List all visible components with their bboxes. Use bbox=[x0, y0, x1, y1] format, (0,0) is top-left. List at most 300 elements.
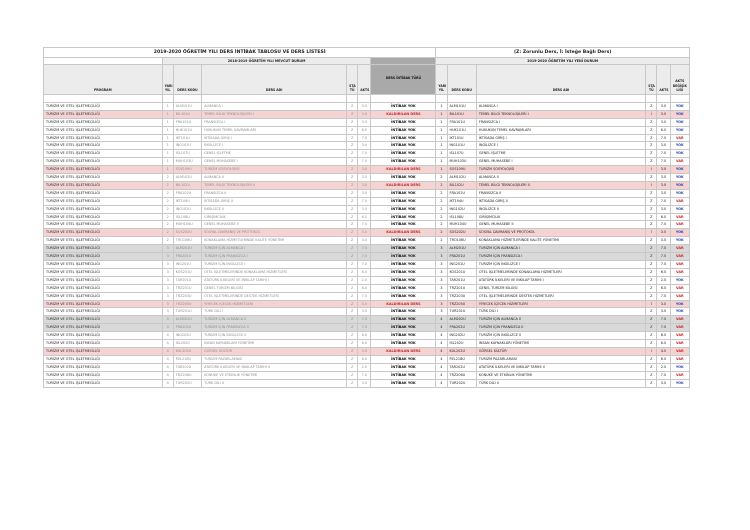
cell-akts: 2.0 bbox=[358, 276, 371, 284]
table-row bbox=[44, 347, 690, 355]
cell-new-ders-kodu: MUH103U bbox=[447, 158, 476, 166]
cell-new-akts: 3.0 bbox=[657, 110, 670, 118]
cell-new-ders-kodu: TRZ201U bbox=[447, 284, 476, 292]
cell-new-ders-adi: İNSAN KAYNAKLARI YÖNETİMİ bbox=[476, 340, 645, 348]
cell-program: TURİZM VE OTEL İŞLETMECİLİĞİ bbox=[44, 300, 163, 308]
header-statu: STA TÜ bbox=[347, 65, 358, 95]
cell-new-ders-adi: TEMEL BİLGİ TEKNOLOJİLERİ II bbox=[476, 181, 645, 189]
table-row bbox=[44, 324, 690, 332]
cell-new-yari-yil: 3 bbox=[436, 292, 447, 300]
cell-ders-kodu: FRA102U bbox=[173, 189, 201, 197]
cell-program: TURİZM VE OTEL İŞLETMECİLİĞİ bbox=[44, 150, 163, 158]
cell-akts: 3.0 bbox=[358, 379, 371, 387]
cell-intibak-turu: İNTİBAK YOK bbox=[371, 221, 436, 229]
table-row bbox=[44, 292, 690, 300]
cell-yari-yil: 2 bbox=[162, 229, 173, 237]
cell-statu: Z bbox=[347, 197, 358, 205]
cell-ders-kodu: IKT104U bbox=[173, 197, 201, 205]
cell-new-yari-yil: 1 bbox=[436, 150, 447, 158]
cell-ders-adi: TURİZM İÇİN FRANSIZCA II bbox=[202, 324, 347, 332]
table-row bbox=[44, 126, 690, 134]
cell-akts: 3.0 bbox=[358, 205, 371, 213]
cell-program: TURİZM VE OTEL İŞLETMECİLİĞİ bbox=[44, 221, 163, 229]
cell-akts: 6.0 bbox=[358, 126, 371, 134]
cell-akts: 7.0 bbox=[358, 371, 371, 379]
cell-statu: Z bbox=[347, 292, 358, 300]
cell-statu: Z bbox=[347, 308, 358, 316]
cell-ders-kodu: MUH103U bbox=[173, 158, 201, 166]
cell-new-yari-yil: 3 bbox=[436, 276, 447, 284]
cell-akts-degisikligi: YOK bbox=[670, 276, 689, 284]
cell-new-akts: 7.0 bbox=[657, 292, 670, 300]
cell-ders-kodu: TAR202U bbox=[173, 363, 201, 371]
table-row bbox=[44, 371, 690, 379]
cell-ders-kodu: ING201U bbox=[173, 261, 201, 269]
cell-statu: Z bbox=[347, 371, 358, 379]
cell-new-ders-kodu: ING201U bbox=[447, 261, 476, 269]
cell-new-ders-adi: GİRİŞİMCİLİK bbox=[476, 213, 645, 221]
cell-new-ders-adi: YİYECEK İÇECEK HİZMETLERİ bbox=[476, 300, 645, 308]
cell-intibak-turu: KALDIRILAN DERS bbox=[371, 110, 436, 118]
cell-new-akts: 6.0 bbox=[657, 213, 670, 221]
cell-akts-degisikligi: VAR bbox=[670, 284, 689, 292]
cell-statu: Z bbox=[347, 166, 358, 174]
cell-akts: 3.0 bbox=[358, 118, 371, 126]
cell-new-ders-adi: OTEL İŞLETMELERİNDE DESTEK HİZMETLERİ bbox=[476, 292, 645, 300]
cell-akts: 3.0 bbox=[358, 181, 371, 189]
cell-yari-yil: 3 bbox=[162, 276, 173, 284]
cell-akts-degisikligi: YOK bbox=[670, 237, 689, 245]
cell-new-ders-kodu: FRA101U bbox=[447, 118, 476, 126]
cell-yari-yil: 4 bbox=[162, 379, 173, 387]
header-row bbox=[44, 65, 690, 95]
cell-new-ders-adi: İKTİSADA GİRİŞ I bbox=[476, 134, 645, 142]
cell-akts: 2.0 bbox=[358, 363, 371, 371]
header-ders-adi: DERS ADI bbox=[202, 65, 347, 95]
table-row bbox=[44, 340, 690, 348]
cell-new-akts: 7.0 bbox=[657, 221, 670, 229]
cell-new-statu: Z bbox=[646, 174, 657, 182]
cell-program: TURİZM VE OTEL İŞLETMECİLİĞİ bbox=[44, 158, 163, 166]
cell-akts-degisikligi: VAR bbox=[670, 213, 689, 221]
cell-new-yari-yil: 3 bbox=[436, 300, 447, 308]
cell-new-yari-yil: 3 bbox=[436, 308, 447, 316]
cell-new-statu: Z bbox=[646, 102, 657, 110]
cell-ders-kodu: HUK101U bbox=[173, 126, 201, 134]
cell-new-ders-kodu: TAR201U bbox=[447, 276, 476, 284]
spacer-cell bbox=[358, 95, 371, 103]
cell-ders-adi: GENEL TURİZM BİLGİSİ bbox=[202, 284, 347, 292]
header-new-statu: STA TÜ bbox=[646, 65, 657, 95]
table-row bbox=[44, 158, 690, 166]
cell-yari-yil: 2 bbox=[162, 221, 173, 229]
cell-ders-adi: TÜRK DİLİ I bbox=[202, 308, 347, 316]
cell-statu: Z bbox=[347, 237, 358, 245]
cell-yari-yil: 4 bbox=[162, 316, 173, 324]
old-section-title: 2018-2019 ÖĞRETİM YILI MEVCUT DURUM bbox=[162, 58, 371, 65]
cell-new-yari-yil: 4 bbox=[436, 316, 447, 324]
cell-ders-kodu: TRO106U bbox=[173, 237, 201, 245]
cell-statu: Z bbox=[347, 174, 358, 182]
cell-akts: 6.0 bbox=[358, 268, 371, 276]
new-section-title: 2019-2020 ÖĞRETİM YILI YENİ DURUM bbox=[436, 58, 690, 65]
cell-ders-kodu: TRZ205U bbox=[173, 300, 201, 308]
cell-new-akts: 7.0 bbox=[657, 253, 670, 261]
cell-yari-yil: 4 bbox=[162, 340, 173, 348]
cell-new-akts: 3.0 bbox=[657, 174, 670, 182]
cell-akts: 7.0 bbox=[358, 150, 371, 158]
cell-ders-adi: TÜRK DİLİ II bbox=[202, 379, 347, 387]
cell-ders-adi: TEMEL BİLGİ TEKNOLOJİLERİ I bbox=[202, 110, 347, 118]
cell-ders-kodu: TRZ201U bbox=[173, 284, 201, 292]
cell-akts: 3.0 bbox=[358, 110, 371, 118]
cell-akts-degisikligi: VAR bbox=[670, 253, 689, 261]
cell-akts: 3.0 bbox=[358, 300, 371, 308]
cell-ders-kodu: IKT101U bbox=[173, 134, 201, 142]
cell-new-ders-kodu: ALM201U bbox=[447, 245, 476, 253]
header-new-akts: AKTS bbox=[657, 65, 670, 95]
cell-akts: 7.0 bbox=[358, 197, 371, 205]
cell-new-akts: 3.0 bbox=[657, 189, 670, 197]
cell-ders-adi: GENEL MUHASEBE I bbox=[202, 158, 347, 166]
cell-akts-degisikligi: YOK bbox=[670, 308, 689, 316]
cell-ders-adi: KONUKE VE ETKİNLİK YÖNETİMİ bbox=[202, 371, 347, 379]
table-row bbox=[44, 181, 690, 189]
table-row bbox=[44, 276, 690, 284]
cell-akts-degisikligi: VAR bbox=[670, 347, 689, 355]
cell-new-ders-adi: GÖRSEL KÜLTÜR bbox=[476, 347, 645, 355]
cell-new-yari-yil: 2 bbox=[436, 221, 447, 229]
cell-ders-adi: ALMANCA I bbox=[202, 102, 347, 110]
cell-new-ders-kodu: IKT101U bbox=[447, 134, 476, 142]
cell-yari-yil: 3 bbox=[162, 308, 173, 316]
cell-ders-adi: ALMANCA II bbox=[202, 174, 347, 182]
cell-new-akts: 7.0 bbox=[657, 324, 670, 332]
cell-akts-degisikligi: VAR bbox=[670, 371, 689, 379]
cell-new-statu: Z bbox=[646, 134, 657, 142]
cell-new-yari-yil: 3 bbox=[436, 284, 447, 292]
header-akts-degisikligi: AKTS DEĞİŞİK LİĞİ bbox=[670, 65, 689, 95]
cell-new-ders-adi: İKTİSADA GİRİŞ II bbox=[476, 197, 645, 205]
cell-intibak-turu: İNTİBAK YOK bbox=[371, 205, 436, 213]
cell-ders-kodu: BIL102U bbox=[173, 181, 201, 189]
table-row bbox=[44, 253, 690, 261]
cell-yari-yil: 4 bbox=[162, 371, 173, 379]
cell-intibak-turu: İNTİBAK YOK bbox=[371, 197, 436, 205]
cell-program: TURİZM VE OTEL İŞLETMECİLİĞİ bbox=[44, 245, 163, 253]
cell-akts: 6.0 bbox=[358, 355, 371, 363]
cell-yari-yil: 1 bbox=[162, 118, 173, 126]
cell-ders-adi: OTEL İŞLETMELERİNDE KONAKLAMA HİZMETLERİ bbox=[202, 268, 347, 276]
cell-program: TURİZM VE OTEL İŞLETMECİLİĞİ bbox=[44, 134, 163, 142]
cell-yari-yil: 4 bbox=[162, 347, 173, 355]
cell-statu: Z bbox=[347, 316, 358, 324]
cell-ders-kodu: PZL218U bbox=[173, 355, 201, 363]
cell-program: TURİZM VE OTEL İŞLETMECİLİĞİ bbox=[44, 355, 163, 363]
cell-intibak-turu: İNTİBAK YOK bbox=[371, 150, 436, 158]
cell-akts-degisikligi: VAR bbox=[670, 134, 689, 142]
cell-yari-yil: 3 bbox=[162, 284, 173, 292]
cell-new-yari-yil: 1 bbox=[436, 134, 447, 142]
cell-akts-degisikligi: VAR bbox=[670, 292, 689, 300]
cell-program: TURİZM VE OTEL İŞLETMECİLİĞİ bbox=[44, 166, 163, 174]
cell-ders-kodu: ALM101U bbox=[173, 102, 201, 110]
cell-new-statu: İ bbox=[646, 110, 657, 118]
cell-new-akts: 7.0 bbox=[657, 158, 670, 166]
cell-new-statu: Z bbox=[646, 276, 657, 284]
header-program: PROGRAM bbox=[44, 65, 163, 95]
cell-new-yari-yil: 2 bbox=[436, 181, 447, 189]
cell-new-akts: 3.0 bbox=[657, 102, 670, 110]
cell-program: TURİZM VE OTEL İŞLETMECİLİĞİ bbox=[44, 197, 163, 205]
header-new-yari-yil: YARI YIL bbox=[436, 65, 447, 95]
cell-program: TURİZM VE OTEL İŞLETMECİLİĞİ bbox=[44, 102, 163, 110]
cell-akts: 7.0 bbox=[358, 253, 371, 261]
cell-ders-kodu: FRA201U bbox=[173, 253, 201, 261]
cell-new-ders-adi: KONUKE VE ETKİNLİK YÖNETİMİ bbox=[476, 371, 645, 379]
cell-ders-adi: İKTİSADA GİRİŞ I bbox=[202, 134, 347, 142]
title-row bbox=[44, 48, 690, 58]
cell-new-statu: Z bbox=[646, 142, 657, 150]
cell-new-statu: Z bbox=[646, 268, 657, 276]
spacer-cell bbox=[202, 95, 347, 103]
cell-statu: Z bbox=[347, 150, 358, 158]
cell-new-statu: İ bbox=[646, 300, 657, 308]
cell-new-statu: İ bbox=[646, 181, 657, 189]
cell-new-statu: Z bbox=[646, 332, 657, 340]
cell-yari-yil: 3 bbox=[162, 268, 173, 276]
cell-new-ders-adi: ALMANCA II bbox=[476, 174, 645, 182]
cell-program: TURİZM VE OTEL İŞLETMECİLİĞİ bbox=[44, 268, 163, 276]
cell-akts: 3.0 bbox=[358, 142, 371, 150]
cell-new-yari-yil: 1 bbox=[436, 110, 447, 118]
cell-ders-kodu: TAR201U bbox=[173, 276, 201, 284]
cell-akts-degisikligi: VAR bbox=[670, 340, 689, 348]
cell-akts: 7.0 bbox=[358, 221, 371, 229]
table-row bbox=[44, 284, 690, 292]
table-row bbox=[44, 197, 690, 205]
cell-ders-kodu: TUR201U bbox=[173, 308, 201, 316]
cell-akts: 3.0 bbox=[358, 237, 371, 245]
cell-program: TURİZM VE OTEL İŞLETMECİLİĞİ bbox=[44, 261, 163, 269]
cell-statu: Z bbox=[347, 213, 358, 221]
cell-statu: Z bbox=[347, 340, 358, 348]
cell-new-akts: 3.0 bbox=[657, 142, 670, 150]
cell-akts: 6.0 bbox=[358, 340, 371, 348]
cell-ders-adi: TURİZM SOSYOLOJİSİ bbox=[202, 166, 347, 174]
cell-new-akts: 3.0 bbox=[657, 118, 670, 126]
cell-akts: 3.0 bbox=[358, 102, 371, 110]
cell-ders-adi: FRANSIZCA II bbox=[202, 189, 347, 197]
cell-program: TURİZM VE OTEL İŞLETMECİLİĞİ bbox=[44, 181, 163, 189]
cell-ders-adi: GÖRSEL KÜLTÜR bbox=[202, 347, 347, 355]
cell-ders-kodu: FRA202U bbox=[173, 324, 201, 332]
cell-statu: Z bbox=[347, 284, 358, 292]
table-row bbox=[44, 189, 690, 197]
cell-new-statu: Z bbox=[646, 197, 657, 205]
cell-new-ders-adi: GENEL İŞLETME bbox=[476, 150, 645, 158]
cell-new-ders-adi: FRANSIZCA I bbox=[476, 118, 645, 126]
cell-new-akts: 7.0 bbox=[657, 371, 670, 379]
cell-new-akts: 7.0 bbox=[657, 261, 670, 269]
cell-new-yari-yil: 2 bbox=[436, 189, 447, 197]
cell-new-akts: 2.0 bbox=[657, 363, 670, 371]
cell-new-ders-kodu: TUR201U bbox=[447, 308, 476, 316]
cell-yari-yil: 3 bbox=[162, 292, 173, 300]
cell-ders-adi: TURİZM İÇİN FRANSIZCA I bbox=[202, 253, 347, 261]
cell-program: TURİZM VE OTEL İŞLETMECİLİĞİ bbox=[44, 316, 163, 324]
cell-intibak-turu: İNTİBAK YOK bbox=[371, 316, 436, 324]
cell-new-statu: Z bbox=[646, 324, 657, 332]
cell-program: TURİZM VE OTEL İŞLETMECİLİĞİ bbox=[44, 110, 163, 118]
cell-new-ders-kodu: SOS202U bbox=[447, 229, 476, 237]
cell-ders-adi: TURİZM İÇİN ALMANCA I bbox=[202, 245, 347, 253]
cell-new-yari-yil: 1 bbox=[436, 158, 447, 166]
cell-akts-degisikligi: VAR bbox=[670, 197, 689, 205]
cell-akts-degisikligi: YOK bbox=[670, 110, 689, 118]
cell-intibak-turu: İNTİBAK YOK bbox=[371, 284, 436, 292]
cell-akts: 3.0 bbox=[358, 347, 371, 355]
cell-ders-kodu: ALM102U bbox=[173, 174, 201, 182]
cell-statu: Z bbox=[347, 276, 358, 284]
cell-statu: Z bbox=[347, 300, 358, 308]
cell-intibak-turu: İNTİBAK YOK bbox=[371, 308, 436, 316]
cell-new-yari-yil: 4 bbox=[436, 371, 447, 379]
cell-akts-degisikligi: YOK bbox=[670, 189, 689, 197]
cell-ders-adi: TURİZM İÇİN ALMANCA II bbox=[202, 316, 347, 324]
cell-new-statu: Z bbox=[646, 150, 657, 158]
cell-statu: Z bbox=[347, 245, 358, 253]
cell-new-ders-kodu: SOS109U bbox=[447, 166, 476, 174]
cell-new-akts: 3.0 bbox=[657, 237, 670, 245]
cell-intibak-turu: İNTİBAK YOK bbox=[371, 379, 436, 387]
cell-new-yari-yil: 2 bbox=[436, 237, 447, 245]
table-row bbox=[44, 261, 690, 269]
cell-ders-kodu: TRZ206U bbox=[173, 371, 201, 379]
cell-statu: Z bbox=[347, 261, 358, 269]
cell-statu: Z bbox=[347, 324, 358, 332]
table-row bbox=[44, 316, 690, 324]
cell-ders-adi: YİYECEK İÇECEK HİZMETLERİ bbox=[202, 300, 347, 308]
cell-ders-adi: TURİZM İÇİN İNGİLİZCE II bbox=[202, 332, 347, 340]
cell-new-yari-yil: 4 bbox=[436, 332, 447, 340]
cell-akts-degisikligi: VAR bbox=[670, 261, 689, 269]
cell-ders-kodu: MUH104U bbox=[173, 221, 201, 229]
cell-ders-adi: GENEL İŞLETME bbox=[202, 150, 347, 158]
cell-new-ders-kodu: IKT104U bbox=[447, 197, 476, 205]
section-row bbox=[44, 58, 690, 65]
cell-ders-kodu: BIL101U bbox=[173, 110, 201, 118]
cell-program: TURİZM VE OTEL İŞLETMECİLİĞİ bbox=[44, 253, 163, 261]
cell-akts: 7.0 bbox=[358, 324, 371, 332]
cell-yari-yil: 3 bbox=[162, 300, 173, 308]
cell-new-akts: 7.0 bbox=[657, 245, 670, 253]
cell-new-statu: Z bbox=[646, 205, 657, 213]
cell-new-ders-adi: İNGİLİZCE II bbox=[476, 205, 645, 213]
cell-statu: Z bbox=[347, 379, 358, 387]
cell-statu: Z bbox=[347, 189, 358, 197]
table-row bbox=[44, 308, 690, 316]
cell-akts: 7.0 bbox=[358, 316, 371, 324]
table-row bbox=[44, 363, 690, 371]
cell-yari-yil: 2 bbox=[162, 174, 173, 182]
intibak-sheet bbox=[43, 47, 690, 388]
spacer-cell bbox=[371, 95, 436, 103]
spacer-cell bbox=[173, 95, 201, 103]
cell-statu: Z bbox=[347, 118, 358, 126]
cell-statu: Z bbox=[347, 102, 358, 110]
cell-new-ders-adi: TURİZM İÇİN İNGİLİZCE II bbox=[476, 332, 645, 340]
table-row bbox=[44, 237, 690, 245]
cell-intibak-turu: KALDIRILAN DERS bbox=[371, 347, 436, 355]
cell-new-yari-yil: 4 bbox=[436, 363, 447, 371]
cell-akts-degisikligi: VAR bbox=[670, 268, 689, 276]
cell-new-akts: 7.0 bbox=[657, 316, 670, 324]
cell-intibak-turu: İNTİBAK YOK bbox=[371, 324, 436, 332]
cell-akts-degisikligi: VAR bbox=[670, 316, 689, 324]
cell-new-yari-yil: 4 bbox=[436, 340, 447, 348]
cell-yari-yil: 1 bbox=[162, 158, 173, 166]
cell-akts-degisikligi: VAR bbox=[670, 332, 689, 340]
cell-yari-yil: 4 bbox=[162, 355, 173, 363]
cell-new-yari-yil: 4 bbox=[436, 347, 447, 355]
cell-intibak-turu: İNTİBAK YOK bbox=[371, 126, 436, 134]
cell-new-yari-yil: 4 bbox=[436, 324, 447, 332]
cell-new-ders-kodu: FRA102U bbox=[447, 189, 476, 197]
cell-yari-yil: 1 bbox=[162, 110, 173, 118]
cell-new-akts: 3.0 bbox=[657, 308, 670, 316]
table-row bbox=[44, 134, 690, 142]
cell-statu: Z bbox=[347, 221, 358, 229]
table-row bbox=[44, 245, 690, 253]
cell-new-akts: 4.0 bbox=[657, 347, 670, 355]
cell-new-statu: Z bbox=[646, 379, 657, 387]
cell-ders-adi: ATATÜRK İLKELERİ VE İNKILAP TARİHİ I bbox=[202, 276, 347, 284]
cell-statu: Z bbox=[347, 181, 358, 189]
cell-new-ders-kodu: FRA202U bbox=[447, 324, 476, 332]
cell-akts-degisikligi: VAR bbox=[670, 324, 689, 332]
cell-akts: 3.0 bbox=[358, 308, 371, 316]
cell-program: TURİZM VE OTEL İŞLETMECİLİĞİ bbox=[44, 276, 163, 284]
cell-new-yari-yil: 1 bbox=[436, 102, 447, 110]
cell-new-akts: 6.0 bbox=[657, 284, 670, 292]
cell-new-ders-adi: TEMEL BİLGİ TEKNOLOJİLERİ I bbox=[476, 110, 645, 118]
cell-akts-degisikligi: YOK bbox=[670, 118, 689, 126]
header-akts: AKTS bbox=[358, 65, 371, 95]
cell-ders-adi: İKTİSADA GİRİŞ II bbox=[202, 197, 347, 205]
cell-new-yari-yil: 2 bbox=[436, 229, 447, 237]
cell-program: TURİZM VE OTEL İŞLETMECİLİĞİ bbox=[44, 324, 163, 332]
cell-new-yari-yil: 3 bbox=[436, 253, 447, 261]
cell-intibak-turu: İNTİBAK YOK bbox=[371, 332, 436, 340]
cell-new-akts: 6.0 bbox=[657, 355, 670, 363]
cell-new-akts: 7.0 bbox=[657, 134, 670, 142]
cell-statu: Z bbox=[347, 142, 358, 150]
cell-new-statu: Z bbox=[646, 126, 657, 134]
cell-new-statu: Z bbox=[646, 363, 657, 371]
spacer-cell bbox=[436, 95, 447, 103]
cell-new-ders-kodu: TRO106U bbox=[447, 237, 476, 245]
cell-new-statu: Z bbox=[646, 253, 657, 261]
cell-yari-yil: 2 bbox=[162, 197, 173, 205]
cell-ders-adi: TURİZM PAZARLAMASI bbox=[202, 355, 347, 363]
cell-new-yari-yil: 3 bbox=[436, 268, 447, 276]
cell-ders-kodu: ING102U bbox=[173, 205, 201, 213]
cell-program: TURİZM VE OTEL İŞLETMECİLİĞİ bbox=[44, 284, 163, 292]
cell-program: TURİZM VE OTEL İŞLETMECİLİĞİ bbox=[44, 237, 163, 245]
cell-new-ders-adi: TURİZM İÇİN ALMANCA I bbox=[476, 245, 645, 253]
cell-new-ders-adi: ALMANCA I bbox=[476, 102, 645, 110]
